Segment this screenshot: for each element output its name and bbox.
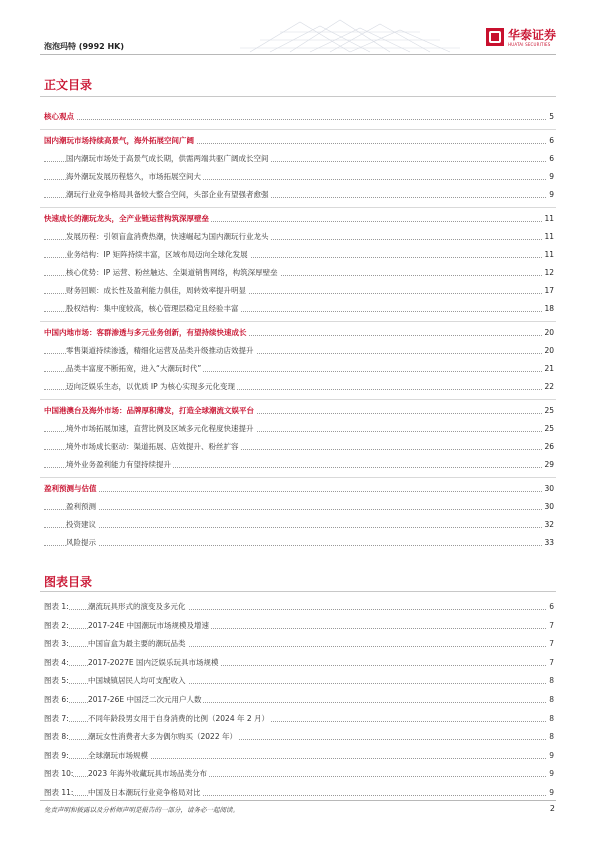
figure-entry[interactable]	[44, 638, 554, 650]
toc-leader-dots	[44, 545, 554, 546]
huatai-logo	[486, 26, 556, 50]
figures-title: 图表目录	[44, 575, 93, 589]
toc-subsection-entry[interactable]	[44, 171, 554, 183]
figure-entry[interactable]	[44, 675, 554, 687]
figure-number: 图表 5:	[44, 676, 69, 686]
toc-entry-title: 股权结构：集中度较高，核心管理层稳定且经验丰富	[66, 304, 239, 313]
figure-title: 2017-26E 中国泛二次元用户人数	[88, 695, 202, 704]
toc-entry-title: 零售渠道持续渗透，精细化运营及品类升级推动店效提升	[66, 346, 254, 355]
figure-number: 图表 2:	[44, 620, 69, 630]
toc-entry-page: 12	[544, 268, 554, 277]
toc-title: 正文目录	[44, 78, 93, 92]
toc-entry-page: 29	[544, 460, 554, 469]
toc-entry-title: 财务回顾：成长性及盈利能力俱佳，周转效率提升明显	[66, 286, 246, 295]
toc-entry-title: 中国内地市场：客群渗透与多元业务创新，有望持续快速成长	[44, 328, 247, 337]
figure-page: 8	[549, 732, 554, 742]
toc-entry-page: 25	[544, 406, 554, 415]
toc-entry-title: 核心优势：IP 运营、粉丝触达、全渠道销售网络，构筑深厚壁垒	[66, 268, 278, 277]
toc-entry-title: 中国港澳台及海外市场：品牌厚积薄发，打造全球潮流文娱平台	[44, 406, 254, 415]
toc-entry-title: 境外市场拓展加速，直营比例及区域多元化程度快速提升	[66, 424, 254, 433]
figure-number: 图表 9:	[44, 750, 69, 760]
toc-entry-title: 发展历程：引领盲盒消费热潮，快速崛起为国内潮玩行业龙头	[66, 232, 269, 241]
toc-entry-page: 6	[549, 154, 554, 163]
toc-section-divider	[40, 129, 556, 130]
toc-section-entry[interactable]	[44, 327, 554, 339]
toc-section-entry[interactable]	[44, 135, 554, 147]
toc-entry-title: 核心观点	[44, 112, 74, 121]
toc-entry-page: 30	[544, 484, 554, 493]
toc-entry-page: 6	[549, 136, 554, 145]
figure-page: 9	[549, 788, 554, 797]
figure-number: 图表 10:	[44, 769, 74, 779]
figure-page: 7	[549, 639, 554, 649]
toc-entry-page: 30	[544, 502, 554, 511]
figure-number: 图表 1:	[44, 602, 69, 611]
toc-leader-dots	[44, 119, 554, 120]
toc-entry-page: 11	[544, 214, 554, 223]
page-header	[0, 0, 595, 62]
figure-title: 潮流玩具形式的演变及多元化	[88, 602, 186, 611]
logo-text-en: HUATAI SECURITIES	[508, 42, 551, 47]
footer-rule	[40, 800, 556, 801]
figure-page: 8	[549, 695, 554, 704]
toc-subsection-entry[interactable]	[44, 423, 554, 435]
toc-entry-title: 潮玩行业竞争格局具备较大整合空间，头部企业有望强者愈强	[66, 190, 269, 199]
toc-entry-page: 32	[544, 520, 554, 529]
toc-subsection-entry[interactable]	[44, 189, 554, 201]
toc-entry-title: 品类丰富度不断拓宽，进入“大潮玩时代”	[66, 364, 202, 373]
figure-title: 中国及日本潮玩行业竞争格局对比	[88, 788, 201, 797]
page-number: 2	[549, 804, 555, 813]
toc-section-entry[interactable]	[44, 405, 554, 417]
toc-entry-page: 11	[544, 232, 554, 241]
toc-entry-title: 迈向泛娱乐生态，以优质 IP 为核心实现多元化变现	[66, 382, 236, 391]
toc-subsection-entry[interactable]	[44, 537, 554, 549]
toc-leader-dots	[44, 527, 554, 528]
figure-number: 图表 8:	[44, 732, 69, 742]
toc-entry-page: 26	[544, 442, 554, 451]
figure-title: 中国盲盒为最主要的潮玩品类	[88, 639, 186, 649]
toc-entry-title: 快速成长的潮玩龙头，全产业链运营构筑深厚壁垒	[44, 214, 209, 223]
toc-entry-page: 33	[544, 538, 554, 547]
figure-title: 不同年龄段男女用于自身消费的比例（2024 年 2 月）	[88, 713, 270, 723]
figure-entry[interactable]	[44, 713, 554, 725]
toc-subsection-entry[interactable]	[44, 303, 554, 315]
toc-subsection-entry[interactable]	[44, 267, 554, 279]
toc-subsection-entry[interactable]	[44, 285, 554, 297]
figure-page: 9	[549, 769, 554, 779]
toc-entry-page: 5	[549, 112, 554, 121]
figure-title: 中国城镇居民人均可支配收入	[88, 676, 186, 686]
figure-page: 7	[549, 657, 554, 667]
toc-entry-page: 17	[544, 286, 554, 295]
logo-mark-icon	[486, 28, 504, 46]
toc-section-entry[interactable]	[44, 213, 554, 225]
toc-entry-page: 22	[544, 382, 554, 391]
figures-title-rule	[40, 591, 556, 592]
toc-subsection-entry[interactable]	[44, 153, 554, 165]
toc-entry-page: 11	[544, 250, 554, 259]
figure-page: 9	[549, 750, 554, 760]
toc-subsection-entry[interactable]	[44, 381, 554, 393]
figure-number: 图表 4:	[44, 657, 69, 667]
toc-entry-page: 9	[549, 190, 554, 199]
figure-entry[interactable]	[44, 787, 554, 799]
toc-leader-dots	[44, 491, 554, 492]
toc-entry-title: 盈利预测与估值	[44, 484, 97, 493]
toc-entry-title: 国内潮玩市场持续高景气，海外拓展空间广阔	[44, 136, 194, 145]
figure-entry[interactable]	[44, 657, 554, 669]
figure-entry[interactable]	[44, 768, 554, 780]
logo-text-cn: 华泰证券	[508, 28, 557, 42]
toc-entry-title: 盈利预测	[66, 502, 96, 511]
figure-title: 潮玩女性消费者大多为偶尔购买（2022 年）	[88, 732, 237, 742]
figure-page: 8	[549, 713, 554, 723]
toc-subsection-entry[interactable]	[44, 249, 554, 261]
toc-subsection-entry[interactable]	[44, 441, 554, 453]
figure-page: 8	[549, 676, 554, 686]
company-ticker: 泡泡玛特 (9992 HK)	[44, 42, 125, 51]
figure-title: 2017-2027E 国内泛娱乐玩具市场规模	[88, 657, 219, 667]
figure-entry[interactable]	[44, 694, 554, 706]
footer-disclaimer: 免责声明和披露以及分析师声明是报告的一部分，请务必一起阅读。	[44, 806, 239, 814]
figure-entry[interactable]	[44, 620, 554, 632]
figure-number: 图表 7:	[44, 713, 69, 723]
toc-subsection-entry[interactable]	[44, 459, 554, 471]
figure-title: 全球潮玩市场规模	[88, 750, 148, 760]
figure-entry[interactable]	[44, 731, 554, 743]
toc-subsection-entry[interactable]	[44, 363, 554, 375]
figure-number: 图表 11:	[44, 788, 74, 797]
toc-entry-title: 国内潮玩市场处于高景气成长期，供需两端共驱广阔成长空间	[66, 154, 269, 163]
toc-entry-title: 海外潮玩发展历程悠久，市场拓展空间大	[66, 172, 201, 181]
toc-section-divider	[40, 477, 556, 478]
toc-section-entry[interactable]	[44, 483, 554, 495]
toc-entry-page: 25	[544, 424, 554, 433]
toc-entry-title: 境外市场成长驱动：渠道拓展、店效提升、粉丝扩容	[66, 442, 239, 451]
toc-subsection-entry[interactable]	[44, 345, 554, 357]
figure-title: 2023 年海外收藏玩具市场品类分布	[88, 769, 207, 779]
toc-leader-dots	[44, 509, 554, 510]
toc-entry-title: 风险提示	[66, 538, 96, 547]
toc-entry-page: 18	[544, 304, 554, 313]
toc-entry-page: 9	[549, 172, 554, 181]
toc-entry-page: 20	[544, 328, 554, 337]
figure-title: 2017-24E 中国潮玩市场规模及增速	[88, 620, 209, 630]
toc-entry-page: 20	[544, 346, 554, 355]
toc-section-divider	[40, 399, 556, 400]
figure-number: 图表 6:	[44, 695, 69, 704]
toc-section-divider	[40, 321, 556, 322]
toc-subsection-entry[interactable]	[44, 519, 554, 531]
figure-page: 7	[549, 620, 554, 630]
figure-entry[interactable]	[44, 750, 554, 762]
toc-entry-page: 21	[544, 364, 554, 373]
toc-entry-title: 业务结构：IP 矩阵持续丰富，区域布局迈向全球化发展	[66, 250, 248, 259]
toc-subsection-entry[interactable]	[44, 231, 554, 243]
toc-subsection-entry[interactable]	[44, 501, 554, 513]
figure-entry[interactable]	[44, 601, 554, 613]
header-decoration	[240, 18, 460, 54]
header-rule	[40, 54, 556, 55]
figure-page: 6	[549, 602, 554, 611]
figure-number: 图表 3:	[44, 639, 69, 649]
toc-entry-title: 境外业务盈利能力有望持续提升	[66, 460, 171, 469]
toc-section-entry[interactable]	[44, 111, 554, 123]
toc-section-divider	[40, 207, 556, 208]
toc-entry-title: 投资建议	[66, 520, 96, 529]
toc-title-rule	[40, 96, 556, 97]
